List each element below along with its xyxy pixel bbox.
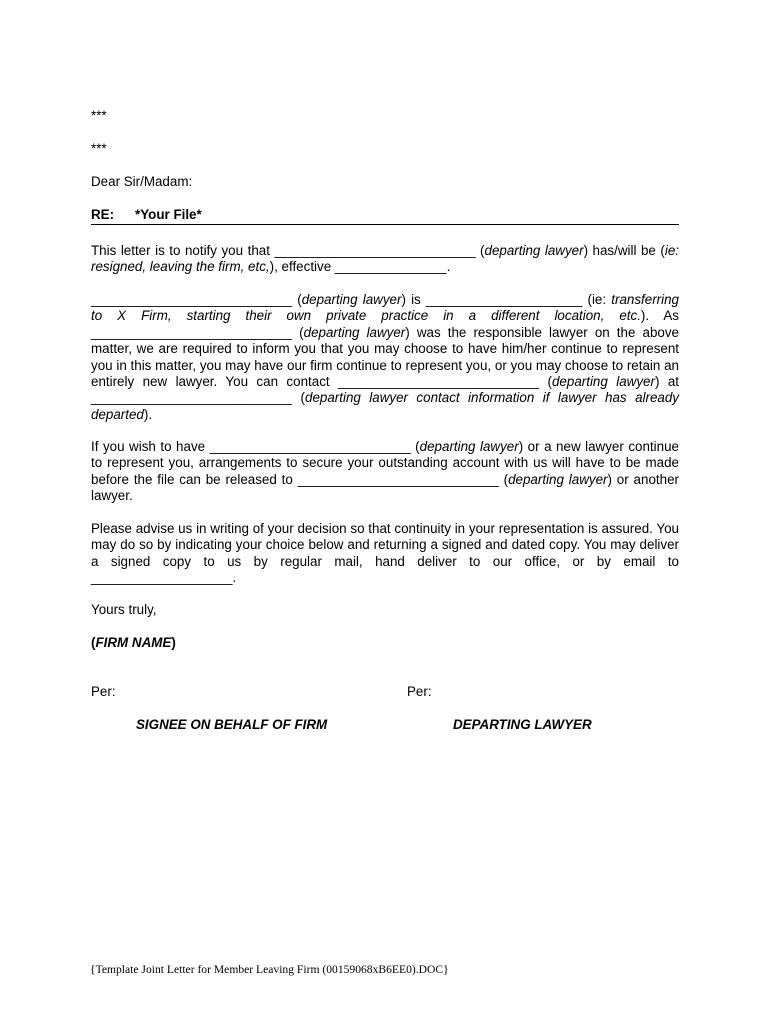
paragraph-text: ), effective _______________. bbox=[269, 259, 451, 275]
paragraph-italic-text: departing lawyer bbox=[551, 374, 655, 390]
paragraph-text: ). bbox=[143, 406, 153, 422]
paragraph-text: ) has/will be ( bbox=[583, 243, 665, 258]
departing-lawyer-signature: DEPARTING LAWYER bbox=[453, 717, 592, 732]
paragraph-italic-text: departing lawyer bbox=[508, 471, 608, 487]
placeholder-line-2: *** bbox=[91, 141, 107, 156]
firm-name-close: ) bbox=[171, 635, 176, 650]
paragraph-italic-text: departing lawyer bbox=[301, 292, 402, 307]
paragraph-notification bbox=[91, 243, 679, 276]
paragraph-advise: Please advise us in writing of your decision so that continuity in your representation is assured. You may do so by indicating your choice below and returning a signed and dated copy. You may deliver a signed copy to us by regular mail, hand deliver to our office, or by email to ___________________. bbox=[91, 521, 679, 586]
closing: Yours truly, bbox=[91, 602, 157, 617]
re-label: RE: bbox=[91, 207, 115, 222]
paragraph-italic-text: departing lawyer bbox=[484, 243, 584, 258]
paragraph-text: ) at ___________________________ ( bbox=[91, 374, 679, 406]
salutation: Dear Sir/Madam: bbox=[91, 174, 193, 189]
firm-name bbox=[91, 635, 679, 651]
firm-name-text: FIRM NAME bbox=[95, 635, 172, 650]
paragraph-text: ___________________________ ( bbox=[91, 292, 302, 307]
paragraph-text: ). As ___________________________ ( bbox=[91, 308, 679, 340]
signature-per-right: Per: bbox=[407, 684, 432, 699]
paragraph-italic-text: ie: resigned, leaving the firm, etc, bbox=[91, 243, 679, 275]
placeholder-line-1: *** bbox=[91, 108, 107, 123]
paragraph-text: ) or another lawyer. bbox=[91, 471, 679, 504]
paragraph-italic-text: transferring to X Firm, starting their own private practice in a different location, etc. bbox=[91, 292, 679, 324]
paragraph-options bbox=[91, 292, 679, 423]
firm-name-open: ( bbox=[91, 635, 96, 650]
paragraph-text: ) or a new lawyer continue to represent you, arrangements to secure your outstanding account with us will have to be made before the file can be released to ___________________________ ( bbox=[91, 439, 679, 487]
signature-per-left: Per: bbox=[91, 684, 116, 699]
paragraph-italic-text: departing lawyer bbox=[303, 324, 406, 340]
paragraph-text: This letter is to notify you that ___________________________ ( bbox=[91, 243, 485, 258]
paragraph-italic-text: departing lawyer bbox=[419, 439, 519, 454]
document-footer: {Template Joint Letter for Member Leaving Firm (00159068xB6EE0).DOC} bbox=[90, 963, 449, 976]
re-subject-line bbox=[91, 207, 679, 225]
paragraph-text: If you wish to have ___________________________ ( bbox=[91, 439, 420, 454]
re-subject: *Your File* bbox=[135, 207, 202, 222]
paragraph-text: ) was the responsible lawyer on the above matter, we are required to inform you that you may choose to have him/her continue to represent you in this matter, you may have our firm continue to represent you, or you may choose to retain an entirely new lawyer. You can contact ___________________________ ( bbox=[91, 324, 679, 390]
paragraph-account bbox=[91, 439, 679, 505]
signee-on-behalf-of-firm: SIGNEE ON BEHALF OF FIRM bbox=[136, 717, 328, 732]
paragraph-text: ) is _____________________ (ie: bbox=[401, 292, 612, 307]
paragraph-italic-text: departing lawyer contact information if lawyer has already departed bbox=[91, 390, 679, 422]
